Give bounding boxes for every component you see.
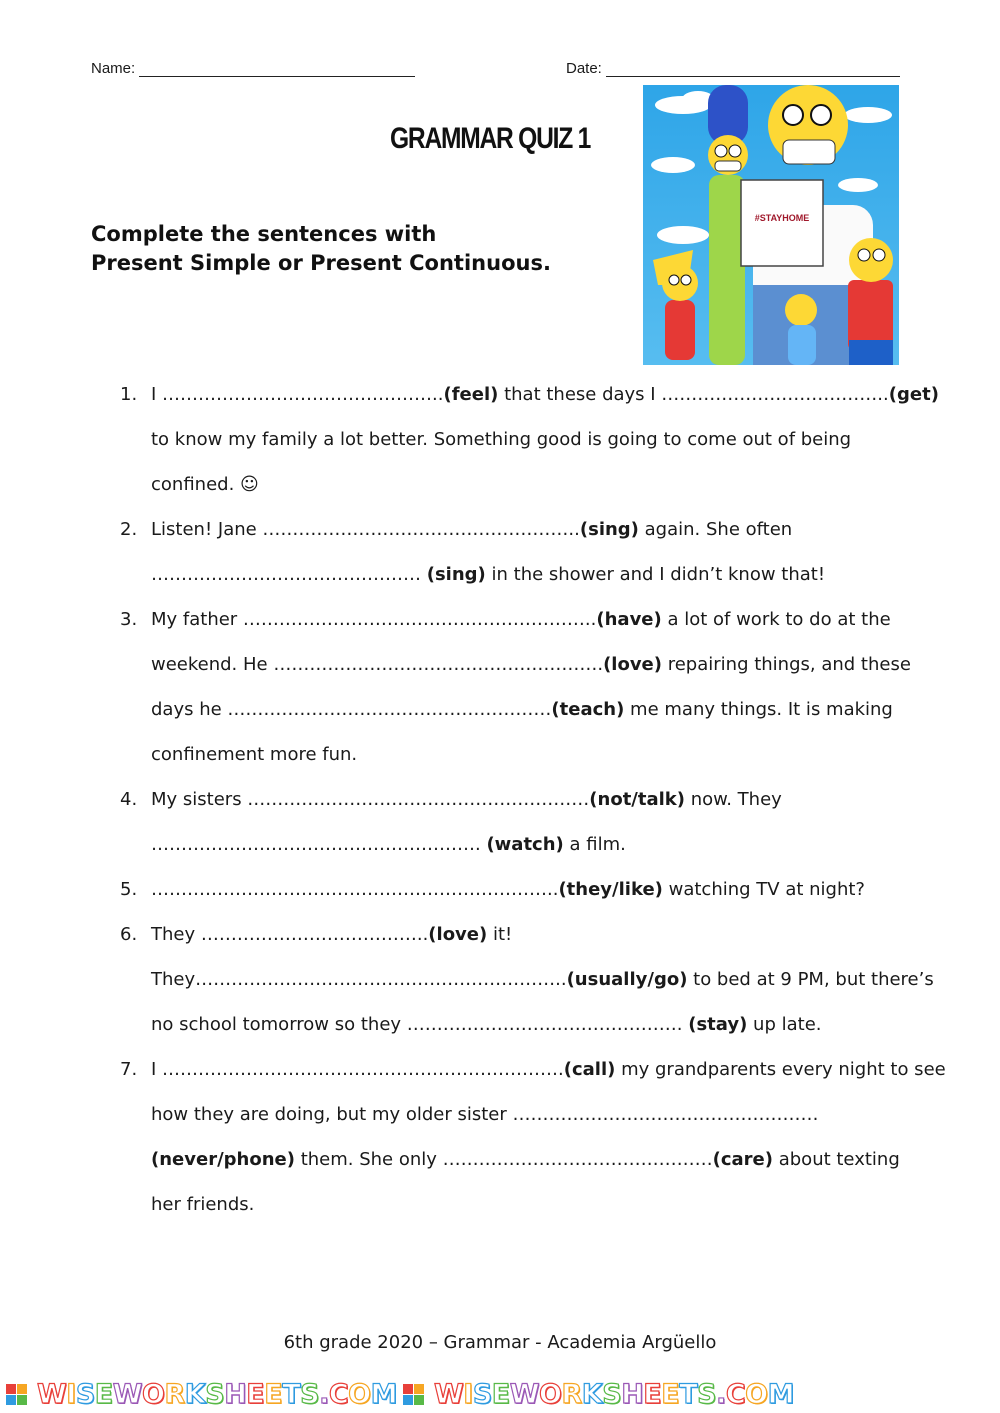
verb-prompt: (they/like) [558, 879, 663, 900]
sentence-text: up late. [747, 1014, 822, 1035]
sentence-text: it! [487, 924, 513, 945]
item-2-line [151, 519, 792, 540]
item-1-line [151, 384, 939, 405]
verb-prompt: (care) [712, 1149, 773, 1170]
sentence-text: in the shower and I didn’t know that! [485, 564, 826, 585]
sentence-text: a lot of work to do at the [661, 609, 891, 630]
item-4-line [151, 789, 782, 810]
item-3-line [151, 699, 893, 720]
brand-text[interactable]: WISEWORKSHEETS.COM [434, 1378, 794, 1410]
item-7-line [151, 1149, 900, 1170]
item-number: 3. [120, 609, 138, 630]
brand-logo-icon [6, 1384, 27, 1405]
sentence-text: again. She often [638, 519, 793, 540]
item-7-line [151, 1104, 819, 1125]
sentence-text: how they are doing, but my older sister …………………………………………… [151, 1104, 819, 1125]
item-3-line [151, 609, 891, 630]
item-5-line [151, 879, 865, 900]
verb-prompt: (love) [603, 654, 662, 675]
sentence-text: to bed at 9 PM, but there’s [687, 969, 934, 990]
item-6-line [151, 969, 934, 990]
verb-prompt: (have) [596, 609, 662, 630]
sentence-text: my grandparents every night to see [615, 1059, 946, 1080]
item-number: 6. [120, 924, 138, 945]
sentence-text: weekend. He ………………………………………………. [151, 654, 604, 675]
sentence-text: They ……………………………….. [151, 924, 429, 945]
date-blank-line[interactable] [606, 62, 900, 77]
name-blank-line[interactable] [139, 62, 415, 77]
verb-prompt: (not/talk) [589, 789, 686, 810]
sentence-text: watching TV at night? [662, 879, 865, 900]
item-4-line [151, 834, 626, 855]
sentence-text: days he ……………………………………………… [151, 699, 552, 720]
sentence-text: repairing things, and these [662, 654, 911, 675]
item-3-line [151, 744, 357, 765]
sign-text: #STAYHOME [754, 213, 810, 223]
verb-prompt: (usually/go) [566, 969, 688, 990]
sentence-text: that these days I ……………………………….. [498, 384, 889, 405]
name-label: Name: [91, 60, 136, 77]
date-label: Date: [566, 60, 602, 77]
sentence-text: now. They [685, 789, 782, 810]
instructions-line-2: Present Simple or Present Continuous. [91, 251, 551, 275]
verb-prompt: (feel) [443, 384, 499, 405]
item-number: 7. [120, 1059, 138, 1080]
sentence-text: confinement more fun. [151, 744, 358, 765]
item-7-line [151, 1059, 946, 1080]
sentence-text: a film. [563, 834, 626, 855]
sentence-text: confined. ☺ [151, 474, 259, 495]
sentence-text: them. She only ……………………………………… [294, 1149, 713, 1170]
item-2-line [151, 564, 825, 585]
footer-text: 6th grade 2020 – Grammar - Academia Argüello [283, 1332, 717, 1353]
sentence-text: I …………………………………………………………. [151, 1059, 564, 1080]
sentence-text: about texting [773, 1149, 900, 1170]
item-6-line [151, 1014, 822, 1035]
instructions [91, 220, 551, 278]
sentence-text: no school tomorrow so they ………………………………………. [151, 1014, 689, 1035]
item-3-line [151, 654, 911, 675]
sentence-text: My sisters ………………………………………………… [151, 789, 590, 810]
instructions-line-1: Complete the sentences with [91, 222, 437, 246]
brand-logo-icon [403, 1384, 424, 1405]
sentence-text: ……………………………………… [151, 564, 427, 585]
item-number: 1. [120, 384, 138, 405]
sentence-text: me many things. It is making [624, 699, 893, 720]
sentence-text: They…………………………………………………….. [151, 969, 567, 990]
page-title: GRAMMAR QUIZ 1 [390, 122, 591, 155]
verb-prompt: (love) [428, 924, 488, 945]
sentence-text: ………………………………………………. [151, 834, 487, 855]
verb-prompt: (stay) [688, 1014, 748, 1035]
item-1-line [151, 474, 259, 495]
sentence-text: ………………………………………………………….. [151, 879, 559, 900]
item-1-line [151, 429, 851, 450]
sentence-text: My father ………………………………………………….. [151, 609, 597, 630]
item-number: 5. [120, 879, 138, 900]
date-field [566, 60, 900, 77]
sentence-text: I ……………………………………….. [151, 384, 444, 405]
verb-prompt: (teach) [551, 699, 625, 720]
verb-prompt: (call) [563, 1059, 616, 1080]
sentence-text: her friends. [151, 1194, 255, 1215]
verb-prompt: (sing) [426, 564, 486, 585]
name-field [91, 60, 415, 77]
item-7-line [151, 1194, 254, 1215]
sentence-text: to know my family a lot better. Something good is going to come out of being [151, 429, 852, 450]
verb-prompt: (sing) [579, 519, 639, 540]
verb-prompt: (never/phone) [151, 1149, 295, 1170]
verb-prompt: (get) [888, 384, 939, 405]
brand-text[interactable]: WISEWORKSHEETS.COM [37, 1378, 397, 1410]
item-6-line [151, 924, 512, 945]
brand-strip [0, 1375, 1000, 1413]
verb-prompt: (watch) [486, 834, 564, 855]
sentence-text: Listen! Jane …………………………………………….. [151, 519, 580, 540]
item-number: 2. [120, 519, 138, 540]
item-number: 4. [120, 789, 138, 810]
family-cartoon-image [643, 85, 899, 365]
